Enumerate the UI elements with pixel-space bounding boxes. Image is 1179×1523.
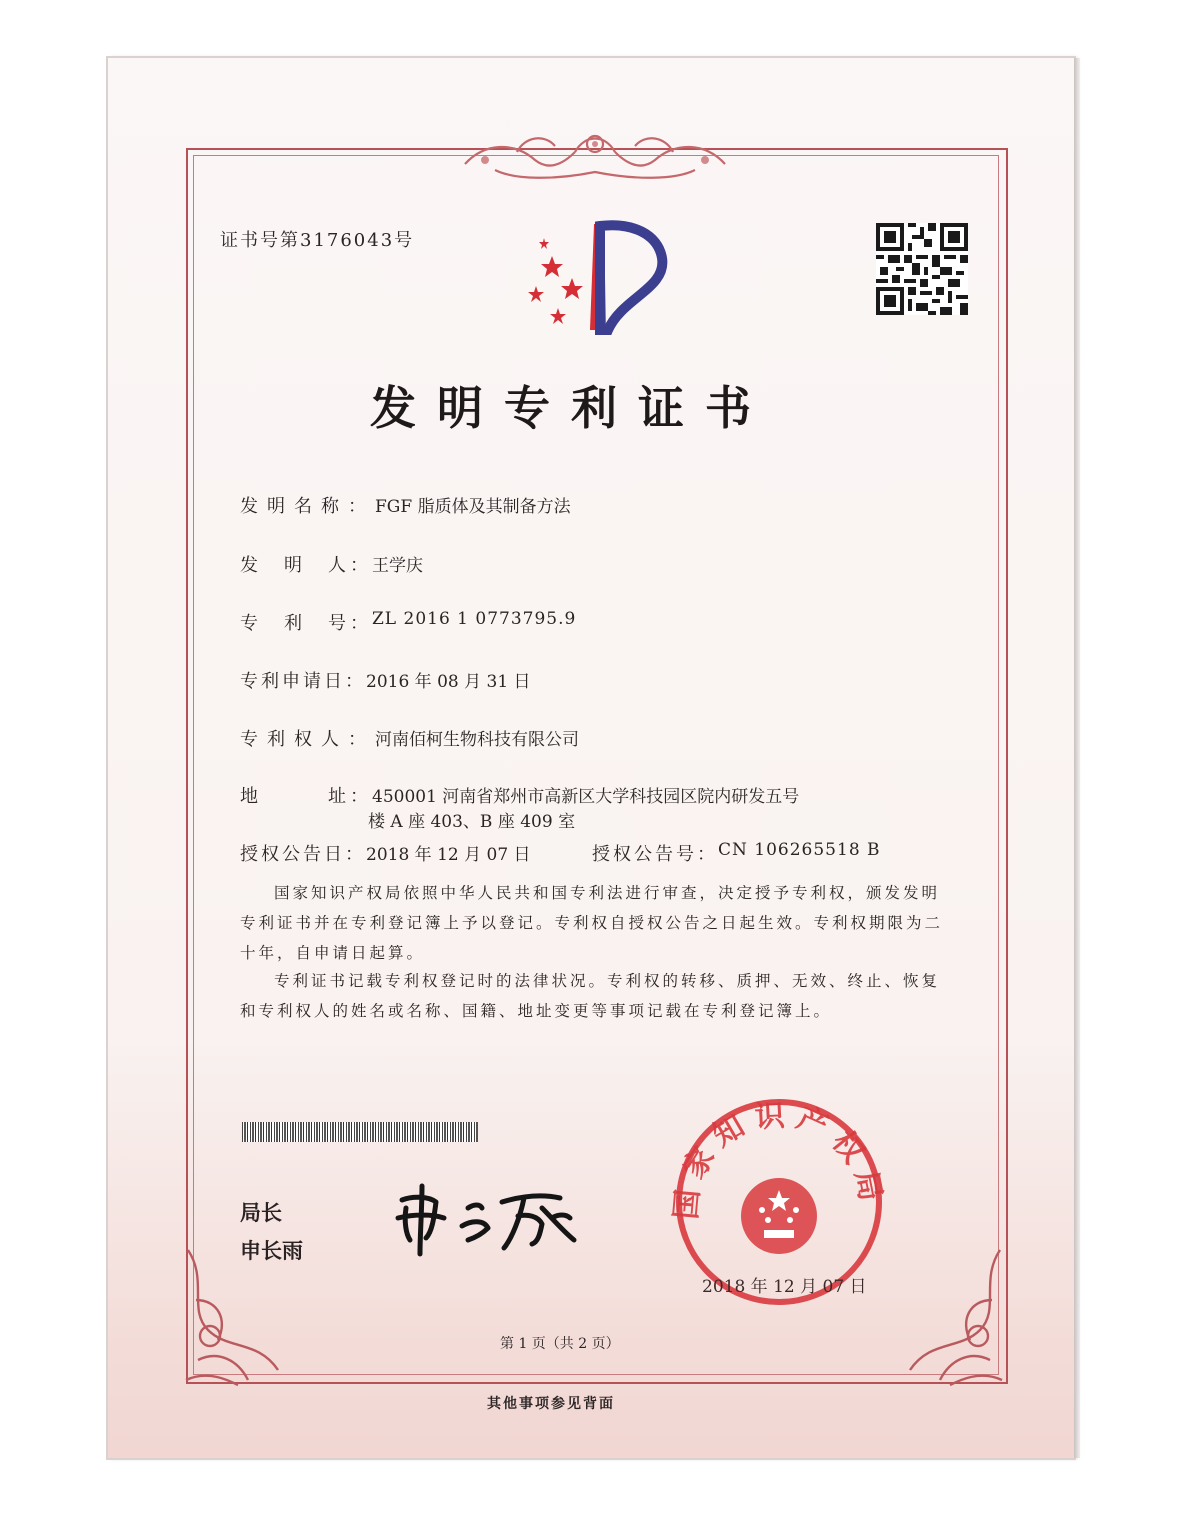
director-name: 申长雨 [240, 1239, 303, 1263]
field-label: 专 利 号： [240, 613, 372, 634]
body-paragraph-1: 国家知识产权局依照中华人民共和国专利法进行审查，决定授予专利权，颁发发明专利证书并在专利登记簿上予以登记。专利权自授权公告之日起生效。专利权期限为二十年，自申请日起算。 [240, 884, 944, 962]
field-value: FGF 脂质体及其制备方法 [375, 497, 571, 517]
certificate-number: 证书号第3176043号 [220, 230, 415, 251]
director-signature [392, 1178, 592, 1258]
field-label: 授权公告日： [240, 844, 366, 865]
field-patent-number [240, 609, 576, 635]
field-label: 发明名称： [240, 496, 375, 517]
field-value: 河南佰柯生物科技有限公司 [375, 730, 579, 750]
field-patentee [240, 725, 579, 751]
field-label: 地 址： [240, 786, 372, 807]
field-label: 授权公告号： [592, 844, 718, 865]
field-value: 2016 年 08 月 31 日 [366, 672, 531, 692]
top-ornament [455, 122, 735, 184]
field-value: 450001 河南省郑州市高新区大学科技园区院内研发五号 [372, 787, 800, 807]
bottom-right-ornament [900, 1240, 1010, 1390]
patent-office-logo [522, 218, 672, 338]
body-paragraph-2: 专利证书记载专利权登记时的法律状况。专利权的转移、质押、无效、终止、恢复和专利权人的姓名或名称、国籍、地址变更等事项记载在专利登记簿上。 [240, 972, 941, 1020]
field-address [240, 782, 799, 808]
field-label: 发 明 人： [240, 555, 372, 576]
seal-date: 2018 年 12 月 07 日 [702, 1277, 867, 1297]
field-value: CN 106265518 B [718, 840, 881, 860]
back-page-note: 其他事项参见背面 [487, 1396, 615, 1412]
certificate-title: 发明专利证书 [370, 381, 772, 435]
field-application-date [240, 667, 531, 693]
director-title: 局长 [240, 1201, 282, 1225]
page-indicator: 第 1 页（共 2 页） [500, 1336, 620, 1352]
field-label: 专利申请日： [240, 671, 366, 692]
field-value: 王学庆 [372, 556, 423, 576]
field-grant-date [240, 840, 531, 866]
field-inventor [240, 551, 423, 577]
qr-code [876, 222, 968, 316]
field-grant-number [592, 840, 881, 866]
field-value: 2018 年 12 月 07 日 [366, 845, 531, 865]
field-label: 专利权人： [240, 729, 375, 750]
seal-text: 国家知识产权局 [668, 1098, 890, 1221]
barcode [242, 1122, 478, 1142]
field-invention-name [240, 492, 571, 518]
field-address-line2: 楼 A 座 403、B 座 409 室 [368, 812, 576, 832]
field-value: ZL 2016 1 0773795.9 [372, 609, 577, 629]
